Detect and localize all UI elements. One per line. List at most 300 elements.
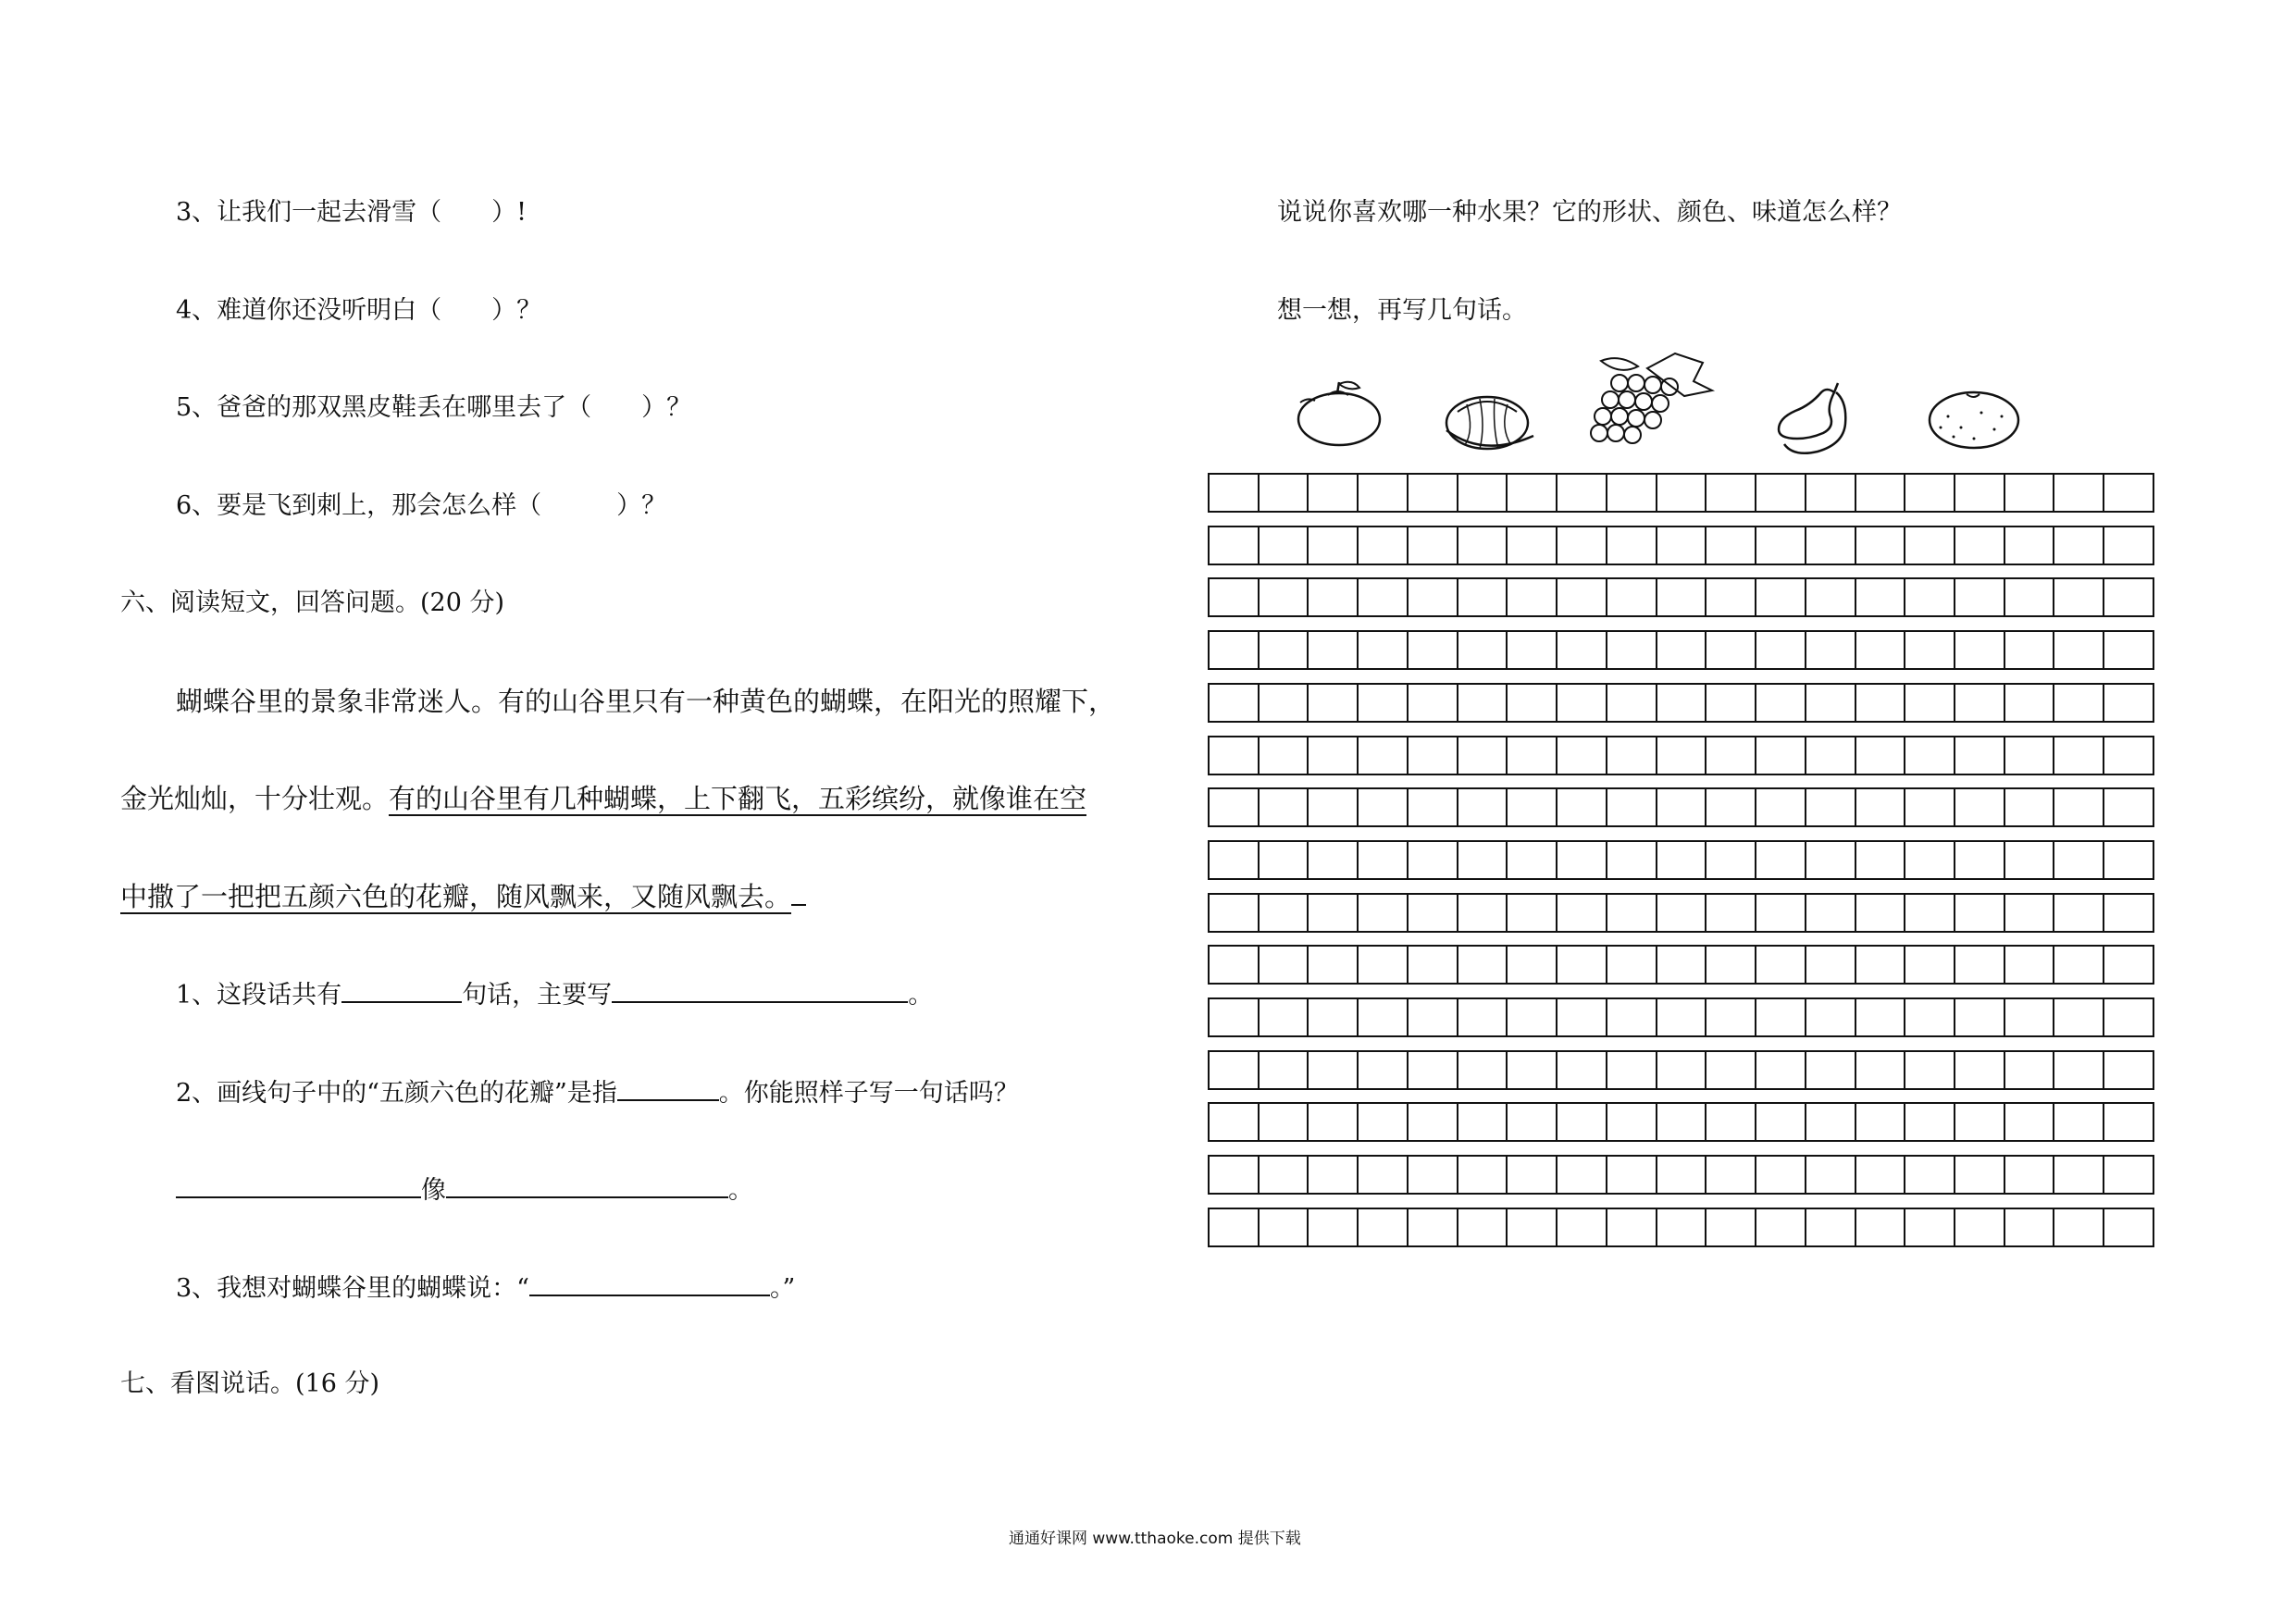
grid-cell[interactable] [1558, 1209, 1607, 1245]
grid-cell[interactable] [2104, 1052, 2153, 1088]
grid-cell[interactable] [1558, 632, 1607, 668]
grid-cell[interactable] [1756, 1052, 1806, 1088]
grid-cell[interactable] [2005, 527, 2055, 564]
grid-cell[interactable] [1607, 527, 1657, 564]
grid-cell[interactable] [1657, 947, 1707, 983]
grid-cell[interactable] [1657, 527, 1707, 564]
grid-cell[interactable] [1458, 947, 1508, 983]
grid-cell[interactable] [1309, 527, 1359, 564]
grid-cell[interactable] [1856, 685, 1906, 721]
grid-cell[interactable] [1955, 632, 2005, 668]
orange-icon [1920, 379, 2027, 453]
grid-cell[interactable] [1508, 842, 1558, 878]
passage-line-2 [120, 780, 1086, 817]
grid-cell[interactable] [2005, 579, 2055, 615]
grid-cell[interactable] [1756, 999, 1806, 1035]
grid-cell[interactable] [1657, 895, 1707, 931]
grid-cell[interactable] [1856, 527, 1906, 564]
grid-cell[interactable] [1657, 632, 1707, 668]
grid-cell[interactable] [1806, 475, 1856, 511]
grid-cell[interactable] [1955, 737, 2005, 774]
grid-cell[interactable] [1706, 1052, 1756, 1088]
grid-cell[interactable] [1955, 527, 2005, 564]
grid-cell[interactable] [1359, 1209, 1409, 1245]
grid-cell[interactable] [2054, 737, 2104, 774]
grid-cell[interactable] [1359, 737, 1409, 774]
grid-cell[interactable] [1905, 737, 1955, 774]
grid-cell[interactable] [1409, 842, 1458, 878]
grid-cell[interactable] [1905, 527, 1955, 564]
grid-cell[interactable] [1657, 842, 1707, 878]
grid-cell[interactable] [1905, 999, 1955, 1035]
grid-cell[interactable] [1210, 737, 1260, 774]
grid-cell[interactable] [2005, 947, 2055, 983]
grid-cell[interactable] [1260, 579, 1309, 615]
melon-icon [1439, 384, 1541, 453]
grid-cell[interactable] [1508, 947, 1558, 983]
grid-cell[interactable] [1359, 842, 1409, 878]
grid-cell[interactable] [1260, 1209, 1309, 1245]
grid-cell[interactable] [1955, 895, 2005, 931]
grid-cell[interactable] [1409, 737, 1458, 774]
grid-cell[interactable] [1309, 895, 1359, 931]
grid-cell[interactable] [1458, 475, 1508, 511]
grid-cell[interactable] [2104, 685, 2153, 721]
grid-cell[interactable] [1409, 1104, 1458, 1140]
grid-cell[interactable] [1210, 947, 1260, 983]
grid-cell[interactable] [1359, 1104, 1409, 1140]
passage-underlined-sentence-start: 有的山谷里有几种蝴蝶，上下翻飞，五彩缤纷，就像谁在空 [389, 783, 1087, 814]
grid-cell[interactable] [1706, 999, 1756, 1035]
grid-cell[interactable] [1806, 999, 1856, 1035]
grid-cell[interactable] [1359, 895, 1409, 931]
grid-cell[interactable] [1856, 1104, 1906, 1140]
grid-cell[interactable] [1856, 632, 1906, 668]
grid-cell[interactable] [1756, 737, 1806, 774]
grid-cell[interactable] [1905, 789, 1955, 825]
grid-cell[interactable] [1558, 685, 1607, 721]
grid-cell[interactable] [1955, 579, 2005, 615]
grid-cell[interactable] [2005, 1209, 2055, 1245]
rq1-blank-topic[interactable] [612, 975, 908, 1003]
question-6: 6、要是飞到刺上，那会怎么样（ ）？ [176, 491, 667, 520]
grid-cell[interactable] [1458, 842, 1508, 878]
grid-cell[interactable] [1210, 842, 1260, 878]
grid-cell[interactable] [2104, 632, 2153, 668]
grid-cell[interactable] [2104, 579, 2153, 615]
grid-cell[interactable] [1756, 895, 1806, 931]
grid-cell[interactable] [2104, 475, 2153, 511]
grid-cell[interactable] [1260, 947, 1309, 983]
grid-cell[interactable] [1409, 579, 1458, 615]
grid-cell[interactable] [1607, 1157, 1657, 1193]
grid-cell[interactable] [1260, 737, 1309, 774]
grid-cell[interactable] [1806, 527, 1856, 564]
grid-cell[interactable] [1558, 1052, 1607, 1088]
grid-cell[interactable] [2104, 947, 2153, 983]
grid-cell[interactable] [1856, 579, 1906, 615]
grid-cell[interactable] [1657, 1104, 1707, 1140]
grid-cell[interactable] [1458, 1209, 1508, 1245]
grid-cell[interactable] [1806, 1104, 1856, 1140]
grid-cell[interactable] [1856, 1157, 1906, 1193]
grid-cell[interactable] [2005, 737, 2055, 774]
grid-cell[interactable] [2054, 789, 2104, 825]
grid-cell[interactable] [1657, 789, 1707, 825]
grid-cell[interactable] [1309, 1052, 1359, 1088]
grid-cell[interactable] [1309, 999, 1359, 1035]
grid-cell[interactable] [1309, 842, 1359, 878]
grid-cell[interactable] [1607, 1052, 1657, 1088]
grid-cell[interactable] [1955, 1157, 2005, 1193]
grid-cell[interactable] [1706, 475, 1756, 511]
grid-cell[interactable] [1905, 475, 1955, 511]
grid-cell[interactable] [1558, 1104, 1607, 1140]
grid-cell[interactable] [1260, 1052, 1309, 1088]
grid-cell[interactable] [2054, 527, 2104, 564]
grid-cell[interactable] [1210, 1209, 1260, 1245]
grid-cell[interactable] [1955, 685, 2005, 721]
grid-cell[interactable] [2104, 737, 2153, 774]
grid-cell[interactable] [1359, 1052, 1409, 1088]
grid-cell[interactable] [2104, 1157, 2153, 1193]
grid-cell[interactable] [1856, 1052, 1906, 1088]
grid-cell[interactable] [1955, 842, 2005, 878]
grid-cell[interactable] [1756, 1209, 1806, 1245]
grid-cell[interactable] [1955, 475, 2005, 511]
grid-cell[interactable] [1210, 1104, 1260, 1140]
grid-cell[interactable] [1905, 842, 1955, 878]
grid-cell[interactable] [1458, 527, 1508, 564]
grid-cell[interactable] [1756, 1104, 1806, 1140]
grid-cell[interactable] [1260, 1157, 1309, 1193]
grid-cell[interactable] [1210, 527, 1260, 564]
grid-cell[interactable] [2104, 527, 2153, 564]
grid-cell[interactable] [2005, 789, 2055, 825]
grid-cell[interactable] [1210, 579, 1260, 615]
grid-cell[interactable] [1409, 999, 1458, 1035]
grid-cell[interactable] [1558, 579, 1607, 615]
grid-cell[interactable] [1856, 737, 1906, 774]
grid-cell[interactable] [1706, 947, 1756, 983]
grid-cell[interactable] [1706, 1104, 1756, 1140]
grid-cell[interactable] [2005, 632, 2055, 668]
grid-cell[interactable] [1409, 789, 1458, 825]
grid-cell[interactable] [1309, 947, 1359, 983]
grid-cell[interactable] [1409, 475, 1458, 511]
grid-cell[interactable] [2104, 999, 2153, 1035]
grid-cell[interactable] [1905, 1104, 1955, 1140]
grid-cell[interactable] [1856, 895, 1906, 931]
grid-cell[interactable] [1905, 1157, 1955, 1193]
grid-cell[interactable] [1508, 475, 1558, 511]
grid-cell[interactable] [1359, 475, 1409, 511]
grid-cell[interactable] [1210, 1052, 1260, 1088]
grid-cell[interactable] [1558, 842, 1607, 878]
grid-cell[interactable] [1260, 632, 1309, 668]
grid-cell[interactable] [1508, 1104, 1558, 1140]
grid-cell[interactable] [1706, 1209, 1756, 1245]
grid-cell[interactable] [1657, 475, 1707, 511]
grid-cell[interactable] [1260, 475, 1309, 511]
grid-cell[interactable] [1210, 632, 1260, 668]
grid-cell[interactable] [2005, 1104, 2055, 1140]
grid-cell[interactable] [1706, 895, 1756, 931]
grid-cell[interactable] [2054, 1209, 2104, 1245]
grid-cell[interactable] [1558, 895, 1607, 931]
grid-cell[interactable] [1756, 947, 1806, 983]
grid-cell[interactable] [1558, 947, 1607, 983]
grid-cell[interactable] [1806, 1209, 1856, 1245]
grid-cell[interactable] [1905, 1209, 1955, 1245]
grid-cell[interactable] [1756, 475, 1806, 511]
grid-cell[interactable] [2054, 475, 2104, 511]
grid-cell[interactable] [2054, 1104, 2104, 1140]
grid-cell[interactable] [1706, 1157, 1756, 1193]
grid-row [1208, 1208, 2154, 1247]
grid-cell[interactable] [1210, 999, 1260, 1035]
grid-cell[interactable] [2005, 999, 2055, 1035]
grid-cell[interactable] [1558, 1157, 1607, 1193]
grid-cell[interactable] [2054, 842, 2104, 878]
grid-cell[interactable] [2104, 842, 2153, 878]
grid-cell[interactable] [1706, 737, 1756, 774]
grid-cell[interactable] [1409, 1209, 1458, 1245]
grid-cell[interactable] [1657, 579, 1707, 615]
grid-cell[interactable] [1508, 527, 1558, 564]
grid-cell[interactable] [1706, 527, 1756, 564]
grid-cell[interactable] [2005, 842, 2055, 878]
grid-cell[interactable] [1657, 1052, 1707, 1088]
grid-cell[interactable] [1955, 1052, 2005, 1088]
grid-cell[interactable] [1359, 789, 1409, 825]
grid-cell[interactable] [1359, 947, 1409, 983]
question-4: 4、难道你还没听明白（ ）？ [176, 296, 542, 325]
grid-cell[interactable] [2054, 579, 2104, 615]
grid-cell[interactable] [1260, 685, 1309, 721]
grid-cell[interactable] [2054, 999, 2104, 1035]
grid-cell[interactable] [1458, 737, 1508, 774]
grid-cell[interactable] [1409, 685, 1458, 721]
grid-cell[interactable] [1458, 1157, 1508, 1193]
grid-cell[interactable] [1607, 685, 1657, 721]
grid-cell[interactable] [2005, 895, 2055, 931]
grid-cell[interactable] [1806, 1157, 1856, 1193]
rq2-blank-object[interactable] [446, 1171, 728, 1198]
grid-cell[interactable] [1508, 632, 1558, 668]
grid-cell[interactable] [1409, 632, 1458, 668]
grid-cell[interactable] [1260, 895, 1309, 931]
rq2-blank-meaning[interactable] [617, 1073, 719, 1101]
grid-cell[interactable] [1409, 947, 1458, 983]
grid-cell[interactable] [1806, 947, 1856, 983]
grid-cell[interactable] [1756, 685, 1806, 721]
grid-cell[interactable] [2104, 1104, 2153, 1140]
grid-cell[interactable] [1706, 789, 1756, 825]
grid-cell[interactable] [1409, 1052, 1458, 1088]
grid-cell[interactable] [1260, 999, 1309, 1035]
grid-cell[interactable] [1955, 789, 2005, 825]
grid-cell[interactable] [1309, 579, 1359, 615]
grid-cell[interactable] [1558, 999, 1607, 1035]
grid-cell[interactable] [1905, 1052, 1955, 1088]
grid-cell[interactable] [1309, 1104, 1359, 1140]
grid-cell[interactable] [1558, 475, 1607, 511]
grid-cell[interactable] [1458, 579, 1508, 615]
grid-cell[interactable] [1508, 999, 1558, 1035]
grid-cell[interactable] [2005, 1157, 2055, 1193]
grid-cell[interactable] [2054, 632, 2104, 668]
grid-cell[interactable] [1806, 579, 1856, 615]
grid-cell[interactable] [1856, 789, 1906, 825]
grid-cell[interactable] [1458, 999, 1508, 1035]
grid-cell[interactable] [1607, 475, 1657, 511]
grid-cell[interactable] [1458, 685, 1508, 721]
grid-cell[interactable] [1756, 842, 1806, 878]
grid-cell[interactable] [1905, 579, 1955, 615]
rq3-label: 3、我想对蝴蝶谷里的蝴蝶说：“ [176, 1274, 529, 1303]
grid-cell[interactable] [1607, 632, 1657, 668]
grid-cell[interactable] [1558, 737, 1607, 774]
grid-cell[interactable] [1756, 632, 1806, 668]
grid-cell[interactable] [1260, 1104, 1309, 1140]
grid-cell[interactable] [1706, 579, 1756, 615]
grid-cell[interactable] [1309, 632, 1359, 668]
grid-cell[interactable] [1706, 632, 1756, 668]
grid-cell[interactable] [1905, 947, 1955, 983]
grid-cell[interactable] [1409, 1157, 1458, 1193]
grid-cell[interactable] [1210, 685, 1260, 721]
grid-cell[interactable] [1706, 685, 1756, 721]
grid-cell[interactable] [1359, 632, 1409, 668]
grid-cell[interactable] [1806, 789, 1856, 825]
grid-cell[interactable] [1756, 527, 1806, 564]
grid-cell[interactable] [1856, 1209, 1906, 1245]
grid-cell[interactable] [1458, 789, 1508, 825]
grid-cell[interactable] [1806, 842, 1856, 878]
grid-cell[interactable] [1210, 895, 1260, 931]
grid-cell[interactable] [2054, 947, 2104, 983]
grid-cell[interactable] [1458, 895, 1508, 931]
grid-cell[interactable] [1657, 1209, 1707, 1245]
grid-cell[interactable] [1806, 737, 1856, 774]
grid-cell[interactable] [1508, 1157, 1558, 1193]
grid-cell[interactable] [1558, 527, 1607, 564]
grid-cell[interactable] [1309, 685, 1359, 721]
grid-cell[interactable] [1856, 999, 1906, 1035]
grid-cell[interactable] [1359, 1157, 1409, 1193]
grid-cell[interactable] [1359, 527, 1409, 564]
grid-cell[interactable] [1458, 632, 1508, 668]
grid-cell[interactable] [1607, 737, 1657, 774]
grid-cell[interactable] [1756, 1157, 1806, 1193]
grid-cell[interactable] [1955, 999, 2005, 1035]
grid-cell[interactable] [1508, 789, 1558, 825]
grid-cell[interactable] [1657, 999, 1707, 1035]
grid-cell[interactable] [1955, 1209, 2005, 1245]
grid-cell[interactable] [1260, 789, 1309, 825]
grid-cell[interactable] [1607, 1209, 1657, 1245]
grid-cell[interactable] [2104, 895, 2153, 931]
grid-cell[interactable] [1508, 737, 1558, 774]
grid-cell[interactable] [1359, 999, 1409, 1035]
grid-cell[interactable] [1309, 789, 1359, 825]
grid-cell[interactable] [1558, 789, 1607, 825]
grid-cell[interactable] [1607, 999, 1657, 1035]
grid-cell[interactable] [1756, 579, 1806, 615]
grid-cell[interactable] [2104, 1209, 2153, 1245]
grid-cell[interactable] [2054, 895, 2104, 931]
grid-cell[interactable] [1210, 1157, 1260, 1193]
grid-cell[interactable] [1458, 1052, 1508, 1088]
grid-cell[interactable] [1607, 842, 1657, 878]
grid-cell[interactable] [1508, 895, 1558, 931]
grid-cell[interactable] [1458, 1104, 1508, 1140]
grid-cell[interactable] [1706, 842, 1756, 878]
grid-cell[interactable] [1309, 475, 1359, 511]
grid-cell[interactable] [2104, 789, 2153, 825]
grid-cell[interactable] [1309, 1157, 1359, 1193]
grid-cell[interactable] [1309, 1209, 1359, 1245]
grid-row [1208, 1102, 2154, 1142]
grid-cell[interactable] [1607, 789, 1657, 825]
grid-cell[interactable] [1210, 789, 1260, 825]
grid-cell[interactable] [1955, 947, 2005, 983]
grid-cell[interactable] [1359, 685, 1409, 721]
grid-cell[interactable] [1409, 895, 1458, 931]
grid-cell[interactable] [1508, 685, 1558, 721]
grid-cell[interactable] [1210, 475, 1260, 511]
grid-cell[interactable] [1508, 1209, 1558, 1245]
grid-cell[interactable] [2054, 1157, 2104, 1193]
grid-cell[interactable] [1260, 842, 1309, 878]
grid-cell[interactable] [2005, 1052, 2055, 1088]
grid-cell[interactable] [1905, 895, 1955, 931]
rq3-blank-message[interactable] [529, 1269, 770, 1296]
grid-cell[interactable] [1657, 685, 1707, 721]
grid-cell[interactable] [1657, 737, 1707, 774]
grid-cell[interactable] [1309, 737, 1359, 774]
grid-cell[interactable] [1806, 895, 1856, 931]
grid-cell[interactable] [1856, 475, 1906, 511]
grid-cell[interactable] [1806, 685, 1856, 721]
grid-cell[interactable] [1508, 579, 1558, 615]
grid-cell[interactable] [1657, 1157, 1707, 1193]
grid-cell[interactable] [1260, 527, 1309, 564]
grid-cell[interactable] [1856, 947, 1906, 983]
grid-cell[interactable] [1607, 895, 1657, 931]
grid-cell[interactable] [2005, 685, 2055, 721]
rq2-blank-subject[interactable] [176, 1171, 421, 1198]
grid-cell[interactable] [2054, 1052, 2104, 1088]
grid-cell[interactable] [1806, 632, 1856, 668]
grid-cell[interactable] [1905, 632, 1955, 668]
grid-cell[interactable] [1607, 947, 1657, 983]
grid-cell[interactable] [1409, 527, 1458, 564]
grid-cell[interactable] [1756, 789, 1806, 825]
grid-cell[interactable] [1607, 1104, 1657, 1140]
grid-cell[interactable] [1955, 1104, 2005, 1140]
grid-cell[interactable] [1359, 579, 1409, 615]
grid-cell[interactable] [2005, 475, 2055, 511]
grid-cell[interactable] [1508, 1052, 1558, 1088]
grid-cell[interactable] [1607, 579, 1657, 615]
grid-cell[interactable] [1905, 685, 1955, 721]
grid-cell[interactable] [1856, 842, 1906, 878]
grid-cell[interactable] [1806, 1052, 1856, 1088]
rq1-blank-count[interactable] [341, 975, 462, 1003]
grid-cell[interactable] [2054, 685, 2104, 721]
